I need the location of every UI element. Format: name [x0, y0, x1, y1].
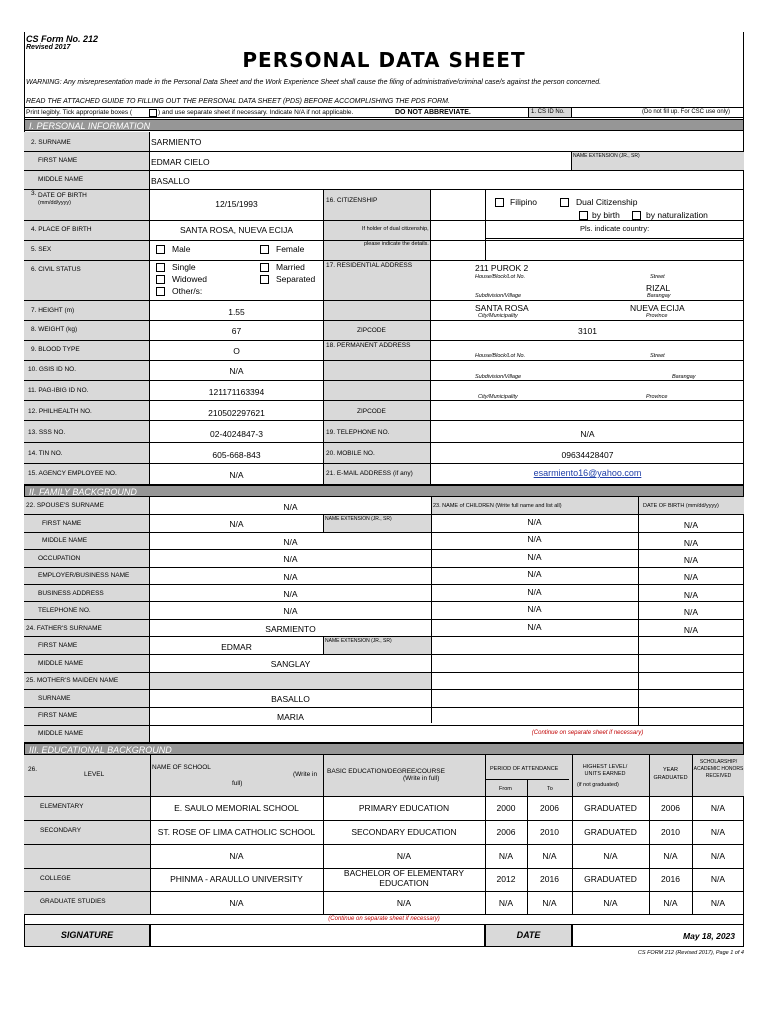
father-middle-label: MIDDLE NAME [38, 660, 84, 667]
highest-level-header: HIGHEST LEVEL/ UNITS EARNED [582, 764, 628, 777]
married-checkbox[interactable] [260, 263, 269, 272]
citizenship-divider [485, 190, 486, 260]
res-zipcode-value[interactable]: 3101 [578, 326, 597, 336]
year-graduated[interactable]: 2016 [661, 874, 680, 884]
spouse-tel-label: TELEPHONE NO. [38, 607, 91, 614]
citizenship-row-line [485, 238, 744, 239]
child-dob[interactable]: N/A [683, 572, 699, 582]
widowed-checkbox[interactable] [156, 275, 165, 284]
education-continue-note: (Continue on separate sheet if necessary) [328, 916, 440, 922]
perm-street-sublabel: Street [650, 353, 665, 359]
print-legibly-text-2: ) and use separate sheet if necessary. Indicate N/A if not applicable. [158, 109, 354, 116]
attendance-to[interactable]: 2006 [540, 803, 559, 813]
level-header: LEVEL [84, 771, 105, 778]
male-label: Male [172, 244, 191, 254]
warning-text: WARNING: Any misrepresentation made in the Personal Data Sheet and the Work Experience Sheet shall cause the filing of administrative/criminal case/s against the person concerned. [26, 79, 602, 86]
year-graduated[interactable]: 2010 [661, 827, 680, 837]
perm-zipcode-label: ZIPCODE [357, 408, 386, 415]
csc-use-note: (Do not fill up. For CSC use only) [642, 109, 731, 115]
school-header-write: (Write in [293, 771, 318, 778]
separated-label: Separated [276, 274, 316, 284]
year-graduated[interactable]: 2006 [661, 803, 680, 813]
child-dob[interactable]: N/A [683, 625, 699, 635]
year-graduated[interactable]: N/A [663, 898, 678, 908]
employer-value[interactable]: N/A [283, 572, 298, 582]
height-label: 7. HEIGHT (m) [31, 307, 75, 314]
attendance-from[interactable]: N/A [498, 851, 514, 861]
mobile-value[interactable]: 09634428407 [561, 450, 614, 460]
mother-surname-value[interactable]: BASALLO [271, 694, 310, 704]
honors[interactable]: N/A [710, 803, 726, 813]
occupation-value[interactable]: N/A [283, 554, 298, 564]
res-street-sublabel: Street [650, 274, 665, 280]
dual-note-1: If holder of dual citizenship, [362, 226, 429, 232]
school-name[interactable]: N/A [229, 851, 244, 861]
attendance-to[interactable]: 2010 [540, 827, 559, 837]
cs-id-label: 1. CS ID No. [531, 109, 565, 115]
res-barangay-sublabel: Barangay [647, 293, 671, 299]
mother-first-label: FIRST NAME [38, 712, 78, 719]
school-name[interactable]: PHINMA - ARAULLO UNIVERSITY [170, 874, 303, 884]
occupation-label: OCCUPATION [38, 555, 81, 562]
pob-label: 4. PLACE OF BIRTH [31, 226, 92, 233]
dual-citizenship-label: Dual Citizenship [576, 197, 638, 207]
spouse-middle-label: MIDDLE NAME [42, 537, 88, 544]
child-name[interactable]: N/A [527, 534, 542, 544]
tin-label: 14. TIN NO. [28, 450, 63, 457]
female-checkbox[interactable] [260, 245, 269, 254]
spouse-surname-label: 22. SPOUSE'S SURNAME [26, 502, 104, 509]
weight-label: 8. WEIGHT (kg) [31, 326, 78, 333]
section-educational-background: III. EDUCATIONAL BACKGROUND [24, 743, 744, 755]
perm-barangay-sublabel: Barangay [672, 374, 696, 380]
res-province-value[interactable]: NUEVA ECIJA [630, 303, 685, 313]
filipino-checkbox[interactable] [495, 198, 504, 207]
married-label: Married [276, 262, 305, 272]
attendance-to[interactable]: N/A [542, 851, 557, 861]
year-graduated-header: YEAR GRADUATED [653, 767, 688, 781]
indicate-country-label: Pls. indicate country: [580, 224, 650, 233]
dob-number: 3. [31, 190, 37, 197]
single-checkbox[interactable] [156, 263, 165, 272]
highest-level-note: (if not graduated) [577, 782, 619, 788]
mother-surname-label: SURNAME [38, 695, 71, 702]
dual-citizenship-checkbox[interactable] [560, 198, 569, 207]
telephone-label: 19. TELEPHONE NO. [326, 429, 390, 436]
year-graduated[interactable]: N/A [663, 851, 678, 861]
education-level: ELEMENTARY [40, 803, 84, 810]
education-level: GRADUATE STUDIES [40, 898, 106, 905]
spouse-middle-value[interactable]: N/A [283, 537, 298, 547]
dob-value[interactable]: 12/15/1993 [215, 199, 258, 209]
section-family-background: II. FAMILY BACKGROUND [24, 485, 744, 497]
res-zipcode-label: ZIPCODE [357, 327, 386, 334]
page-title: PERSONAL DATA SHEET [242, 48, 526, 72]
education-number-label: 26. [28, 766, 38, 773]
spouse-surname-value[interactable]: N/A [283, 502, 298, 512]
single-label: Single [172, 262, 196, 272]
philhealth-label: 12. PHILHEALTH NO. [28, 408, 92, 415]
gsis-label: 10. GSIS ID NO. [28, 366, 77, 373]
child-dob[interactable]: N/A [683, 538, 699, 548]
father-middle-value[interactable]: SANGLAY [270, 659, 311, 669]
business-address-label: BUSINESS ADDRESS [38, 590, 104, 597]
children-dob-header: DATE OF BIRTH (mm/dd/yyyy) [643, 503, 719, 509]
by-birth-checkbox[interactable] [579, 211, 588, 220]
first-name-value[interactable]: EDMAR CIELO [151, 157, 210, 167]
res-city-sublabel: City/Municipality [478, 313, 518, 319]
father-first-label: FIRST NAME [38, 642, 78, 649]
separated-checkbox[interactable] [260, 275, 269, 284]
sss-value[interactable]: 02-4024847-3 [210, 429, 263, 439]
child-name[interactable]: N/A [527, 569, 542, 579]
perm-city-sublabel: City/Municipality [478, 394, 518, 400]
highest-level[interactable]: N/A [603, 851, 618, 861]
highest-level[interactable]: GRADUATED [584, 827, 637, 837]
highest-level[interactable]: GRADUATED [584, 874, 637, 884]
mother-middle-label: MIDDLE NAME [38, 730, 84, 737]
course-name[interactable]: N/A [396, 898, 412, 908]
signature-field[interactable] [150, 924, 485, 947]
attendance-from[interactable]: 2012 [496, 874, 516, 884]
child-dob[interactable]: N/A [683, 590, 699, 600]
spouse-tel-value[interactable]: N/A [283, 606, 298, 616]
permanent-address-label: 18. PERMANENT ADDRESS [326, 342, 411, 349]
print-legibly-text: Print legibly. Tick appropriate boxes ( [26, 109, 133, 116]
course-name[interactable]: BACHELOR OF ELEMENTARY EDUCATION [343, 868, 465, 888]
period-header: PERIOD OF ATTENDANCE [490, 766, 559, 772]
honors-header: SCHOLARSHIP/ ACADEMIC HONORS RECEIVED [693, 759, 744, 779]
date-value[interactable]: May 18, 2023 [683, 931, 735, 941]
child-dob[interactable]: N/A [683, 555, 699, 565]
first-name-label: FIRST NAME [38, 157, 78, 164]
perm-subdivision-sublabel: Subdivision/Village [475, 374, 522, 380]
by-birth-label: by birth [592, 210, 620, 220]
dual-note-2: please indicate the details. [364, 241, 429, 247]
weight-value[interactable]: 67 [231, 326, 242, 336]
attendance-from[interactable]: N/A [498, 898, 514, 908]
name-extension-label: NAME EXTENSION (JR., SR) [573, 153, 640, 159]
mobile-label: 20. MOBILE NO. [326, 450, 375, 457]
education-level: SECONDARY [40, 827, 82, 834]
by-naturalization-label: by naturalization [646, 210, 708, 220]
child-name[interactable]: N/A [527, 622, 542, 632]
female-label: Female [276, 244, 305, 254]
child-name[interactable]: N/A [527, 552, 542, 562]
child-name[interactable]: N/A [527, 517, 542, 527]
father-surname-label: 24. FATHER'S SURNAME [26, 625, 102, 632]
signature-label: SIGNATURE [60, 930, 114, 940]
school-name[interactable]: ST. ROSE OF LIMA CATHOLIC SCHOOL [157, 827, 316, 837]
course-name[interactable]: N/A [396, 851, 412, 861]
widowed-label: Widowed [172, 274, 207, 284]
middle-name-value[interactable]: BASALLO [151, 176, 190, 186]
course-name[interactable]: PRIMARY EDUCATION [358, 803, 450, 813]
honors[interactable]: N/A [710, 898, 726, 908]
education-level: COLLEGE [40, 875, 71, 882]
business-address-value[interactable]: N/A [283, 589, 298, 599]
form-revision: Revised 2017 [26, 44, 71, 51]
honors[interactable]: N/A [710, 827, 726, 837]
spouse-first-label: FIRST NAME [42, 520, 82, 527]
blood-type-label: 9. BLOOD TYPE [31, 346, 80, 353]
attendance-to[interactable]: 2016 [540, 874, 559, 884]
attendance-from[interactable]: 2006 [496, 827, 516, 837]
school-name[interactable]: N/A [229, 898, 244, 908]
res-subdivision-sublabel: Subdivision/Village [475, 293, 522, 299]
course-header-write: (Write in full) [403, 775, 440, 782]
res-city-value[interactable]: SANTA ROSA [475, 303, 529, 313]
telephone-value[interactable]: N/A [580, 429, 595, 439]
perm-house-sublabel: House/Block/Lot No. [475, 353, 526, 359]
honors[interactable]: N/A [710, 874, 726, 884]
from-header: From [499, 786, 512, 792]
residential-address-label: 17. RESIDENTIAL ADDRESS [326, 262, 413, 269]
tin-value[interactable]: 605-668-843 [212, 450, 261, 460]
surname-value[interactable]: SARMIENTO [151, 137, 202, 147]
child-dob[interactable]: N/A [683, 520, 699, 530]
gsis-value[interactable]: N/A [229, 366, 244, 376]
no-abbreviate-text: DO NOT ABBREVIATE. [395, 109, 471, 116]
others-label: Other/s: [172, 286, 203, 296]
res-province-sublabel: Province [646, 313, 668, 319]
child-name[interactable]: N/A [527, 587, 542, 597]
pob-value[interactable]: SANTA ROSA, NUEVA ECIJA [179, 225, 294, 235]
spouse-ext-label: NAME EXTENSION (JR., SR) [325, 516, 392, 522]
family-continue-note: (Continue on separate sheet if necessary) [531, 730, 644, 736]
dob-format-label: (mm/dd/yyyy) [38, 200, 71, 206]
agency-label: 15. AGENCY EMPLOYEE NO. [28, 470, 117, 477]
employer-label: EMPLOYER/BUSINESS NAME [38, 572, 130, 579]
read-guide-text: READ THE ATTACHED GUIDE TO FILLING OUT THE PERSONAL DATA SHEET (PDS) BEFORE ACCOMPLISHING THE PDS FORM. [26, 98, 450, 105]
surname-label: 2. SURNAME [31, 139, 71, 146]
res-barangay-value[interactable]: RIZAL [646, 283, 671, 293]
child-name[interactable]: N/A [527, 604, 542, 614]
attendance-from[interactable]: 2000 [496, 803, 516, 813]
pagibig-label: 11. PAG-IBIG ID NO. [28, 387, 89, 394]
others-checkbox[interactable] [156, 287, 165, 296]
male-checkbox[interactable] [156, 245, 165, 254]
highest-level[interactable]: N/A [603, 898, 618, 908]
course-name[interactable]: SECONDARY EDUCATION [351, 827, 457, 837]
father-first-value[interactable]: EDMAR [221, 642, 252, 652]
honors[interactable]: N/A [710, 851, 726, 861]
child-dob[interactable]: N/A [683, 607, 699, 617]
school-name[interactable]: E. SAULO MEMORIAL SCHOOL [174, 803, 299, 813]
school-header-full: full) [232, 780, 243, 787]
philhealth-value[interactable]: 210502297621 [208, 408, 265, 418]
height-value[interactable]: 1.55 [228, 307, 245, 317]
father-surname-value[interactable]: SARMIENTO [265, 624, 316, 634]
spouse-first-value[interactable]: N/A [229, 519, 244, 529]
email-value[interactable]: esarmiento16@yahoo.com [533, 468, 642, 478]
page-footer: CS FORM 212 (Revised 2017), Page 1 of 4 [637, 950, 744, 956]
email-label: 21. E-MAIL ADDRESS (if any) [326, 470, 413, 477]
pagibig-value[interactable]: 121171163394 [208, 387, 265, 397]
father-ext-label: NAME EXTENSION (JR., SR) [325, 638, 392, 644]
to-header: To [547, 786, 553, 792]
res-house-value[interactable]: 211 PUROK 2 [475, 263, 529, 273]
highest-level[interactable]: GRADUATED [584, 803, 637, 813]
course-header: BASIC EDUCATION/DEGREE/COURSE [327, 768, 445, 775]
sss-label: 13. SSS NO. [28, 429, 66, 436]
dob-label: DATE OF BIRTH [38, 192, 87, 199]
civil-status-label: 6. CIVIL STATUS [31, 266, 81, 273]
attendance-to[interactable]: N/A [542, 898, 557, 908]
mother-first-value[interactable]: MARIA [277, 712, 304, 722]
middle-name-label: MIDDLE NAME [38, 176, 84, 183]
school-header: NAME OF SCHOOL [152, 764, 211, 771]
filipino-label: Filipino [510, 197, 537, 207]
by-naturalization-checkbox[interactable] [632, 211, 641, 220]
agency-value[interactable]: N/A [229, 470, 244, 480]
children-header: 23. NAME of CHILDREN (Write full name and list all) [433, 503, 562, 509]
mother-maiden-label: 25. MOTHER'S MAIDEN NAME [26, 677, 119, 684]
citizenship-label: 16. CITIZENSHIP [326, 197, 378, 204]
blood-type-value[interactable]: O [233, 346, 240, 356]
sex-label: 5. SEX [31, 246, 52, 253]
perm-province-sublabel: Province [646, 394, 668, 400]
res-house-sublabel: House/Block/Lot No. [475, 274, 526, 280]
section-personal-info: I. PERSONAL INFORMATION [24, 119, 744, 131]
form-number: CS Form No. 212 [26, 34, 99, 44]
date-label: DATE [516, 930, 541, 940]
